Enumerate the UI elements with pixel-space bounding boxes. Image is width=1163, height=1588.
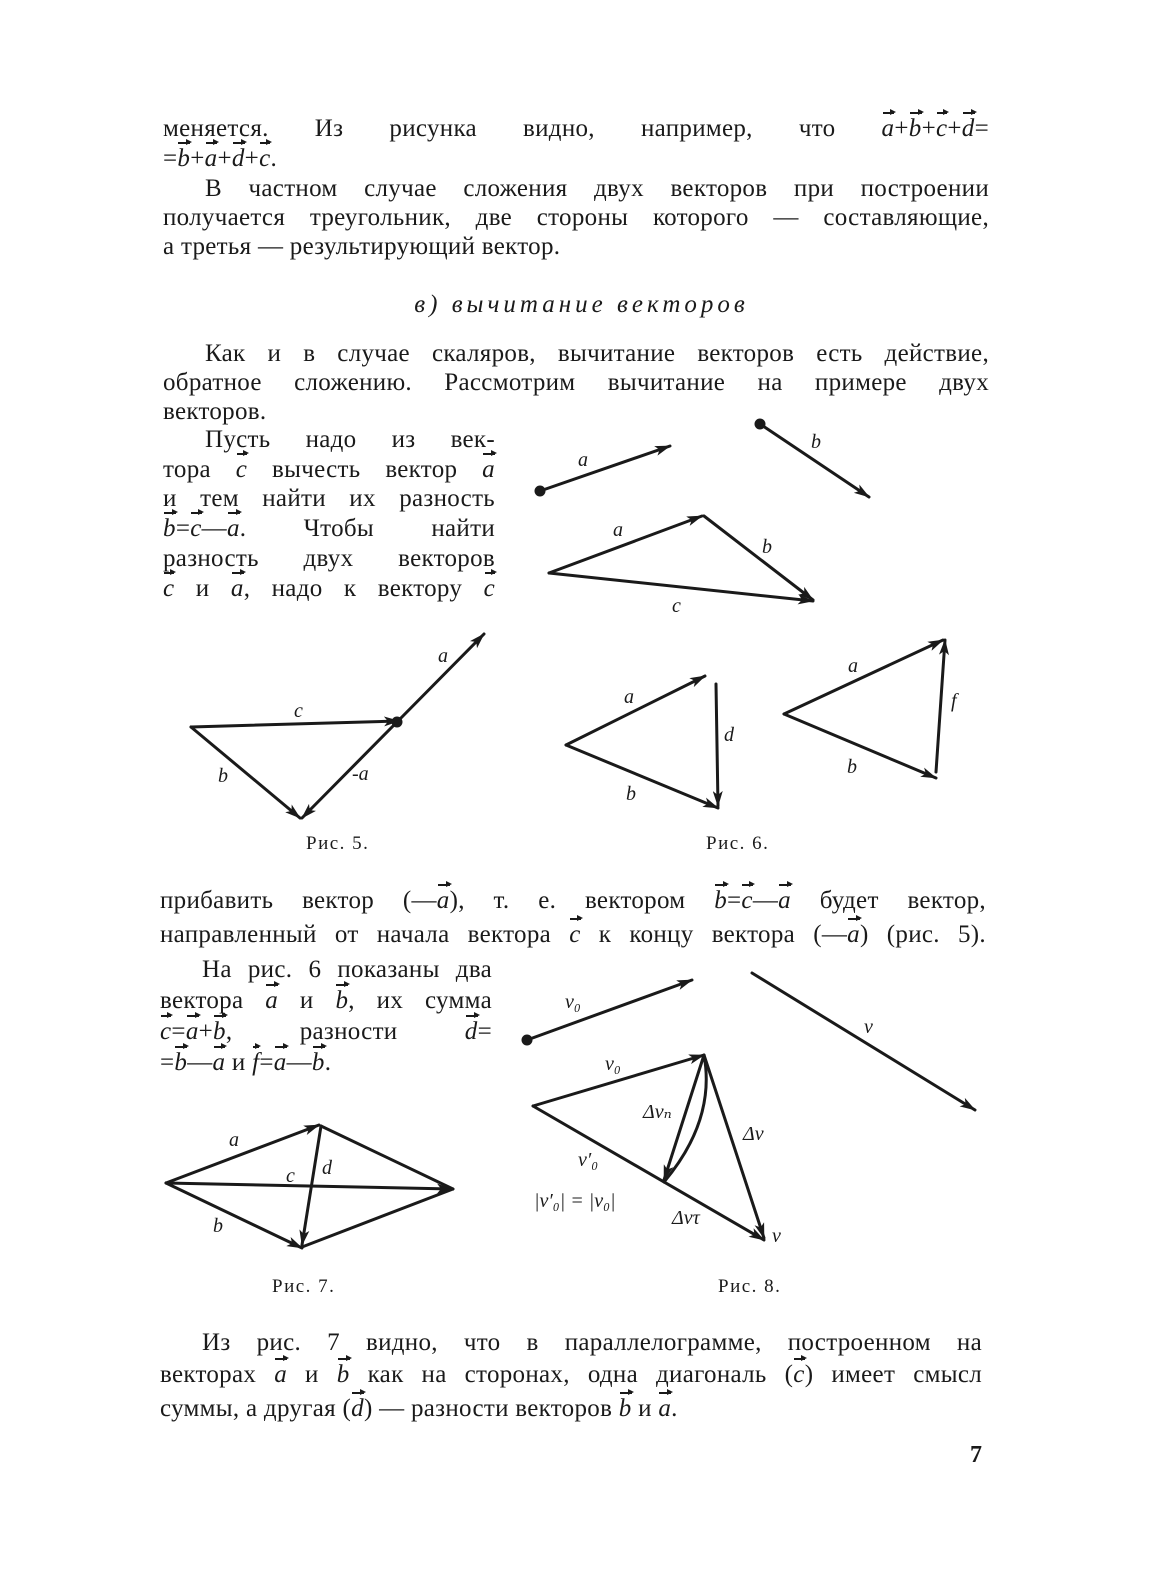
p1-line2: =b+a+d+c. [163,145,278,172]
triangle-c-arrow [549,573,813,601]
p4-line5: разность двух векторов [163,545,495,572]
fig6-f-arrow [936,640,945,772]
fig8-v-arrow [533,1106,764,1240]
fig8-caption: Рис. 8. [718,1276,782,1297]
fig8-label-dv: Δv [743,1123,764,1145]
fig7-caption: Рис. 7. [272,1276,336,1297]
fig6-caption: Рис. 6. [706,833,770,854]
p4-line1: Пусть надо из век- [205,426,495,453]
p4-line3: и тем найти их разность [163,485,495,512]
p2-line3: а третья — результирующий вектор. [163,233,561,260]
fig5-label-a: a [438,645,448,667]
fig7-diagram [166,1125,453,1248]
fig8-label-v0-free: v₀ [565,991,581,1013]
fig6-right-b-arrow [784,714,936,778]
page-number: 7 [970,1442,982,1468]
vector-a-arrow [540,446,670,491]
figure-labels [213,431,959,1247]
fig6-d-arrow [716,684,718,806]
fig5-b-arrow [191,727,300,818]
section-heading: в) вычитание векторов [414,291,749,318]
fig6-right-a-arrow [784,640,943,714]
label-a-triangle: a [613,519,623,541]
p4-line4: b=c—a. Чтобы найти [163,515,495,542]
p3-line1: Как и в случае скаляров, вычитание векторов есть действие, [205,340,989,367]
p3-line2: обратное сложению. Рассмотрим вычитание на примере двух [163,369,989,396]
fig6-label-d: d [724,724,734,746]
label-a-top: a [578,449,588,471]
p5-line2: направленный от начала вектора c к концу вектора (—a) (рис. 5). [160,921,986,948]
fig5-label-b: b [218,765,228,787]
label-c-triangle: c [672,595,681,617]
fig8-label-dvt: Δvτ [672,1207,700,1229]
p4-line2: тора c вычесть вектор a [163,456,495,483]
p7-line2: векторах a и b как на сторонах, одна диагональ (c) имеет смысл [160,1361,982,1388]
fig6-label-b-right: b [847,756,857,778]
fig8-label-v0: v₀ [605,1053,621,1075]
fig6-label-f: f [951,690,957,712]
fig5-label-minus-a: -a [352,763,369,785]
p6-line4: =b—a и f=a—b. [160,1049,332,1076]
label-b-triangle: b [762,536,772,558]
p4-line6: c и a, надо к вектору c [163,575,495,602]
fig6-left-b-arrow [566,745,718,808]
fig7-side-top-right [321,1126,453,1189]
p7-line1: Из рис. 7 видно, что в параллелограмме, построенном на [202,1329,982,1356]
p2-line2: получается треугольник, две стороны которого — составляющие, [163,204,989,231]
fig7-label-b: b [213,1215,223,1237]
p6-line3: c=a+b, разности d= [160,1018,492,1045]
fig6-label-a-left: a [624,686,634,708]
p5-line1: прибавить вектор (—a), т. е. вектором b=c—a будет вектор, [160,887,986,914]
p6-line2: вектора a и b, их сумма [160,987,492,1014]
fig8-free-v-arrow [752,973,975,1110]
fig8-label-dvn: Δvₙ [643,1101,672,1123]
fig6-diagram [566,640,945,808]
fig7-c-arrow [166,1183,452,1189]
triangle-b-arrow [704,516,813,600]
fig7-b-arrow [166,1183,302,1248]
label-b-top: b [811,431,821,453]
fig8-label-v: v [772,1225,781,1247]
p2-line1: В частном случае сложения двух векторов при построении [205,175,989,202]
fig5-minus-a-arrow [302,722,397,818]
fig8-label-equal-moduli: |v′₀| = |v₀| [534,1190,616,1212]
fig7-label-c: c [286,1165,295,1187]
fig6-left-a-arrow [566,676,705,745]
fig5-caption: Рис. 5. [306,833,370,854]
triangle-a-arrow [549,516,702,573]
fig8-label-v0-prime: v′₀ [578,1149,599,1171]
fig7-label-a: a [229,1129,239,1151]
fig6-label-b-left: b [626,783,636,805]
fig6-label-a-right: a [848,655,858,677]
p7-line3: суммы, а другая (d) — разности векторов b и a. [160,1395,678,1422]
fig7-label-d: d [322,1157,332,1179]
p3-line3: векторов. [163,398,267,425]
fig7-a-arrow [166,1125,319,1183]
p1-line1: меняется. Из рисунка видно, например, что a+b+c+d= [163,115,989,142]
fig8-free-v0-arrow [527,980,692,1040]
fig5-label-c: c [294,700,303,722]
fig7-side-bottom-right [302,1189,453,1247]
p6-line1: На рис. 6 показаны два [202,956,492,983]
fig8-label-v-free: v [864,1016,873,1038]
